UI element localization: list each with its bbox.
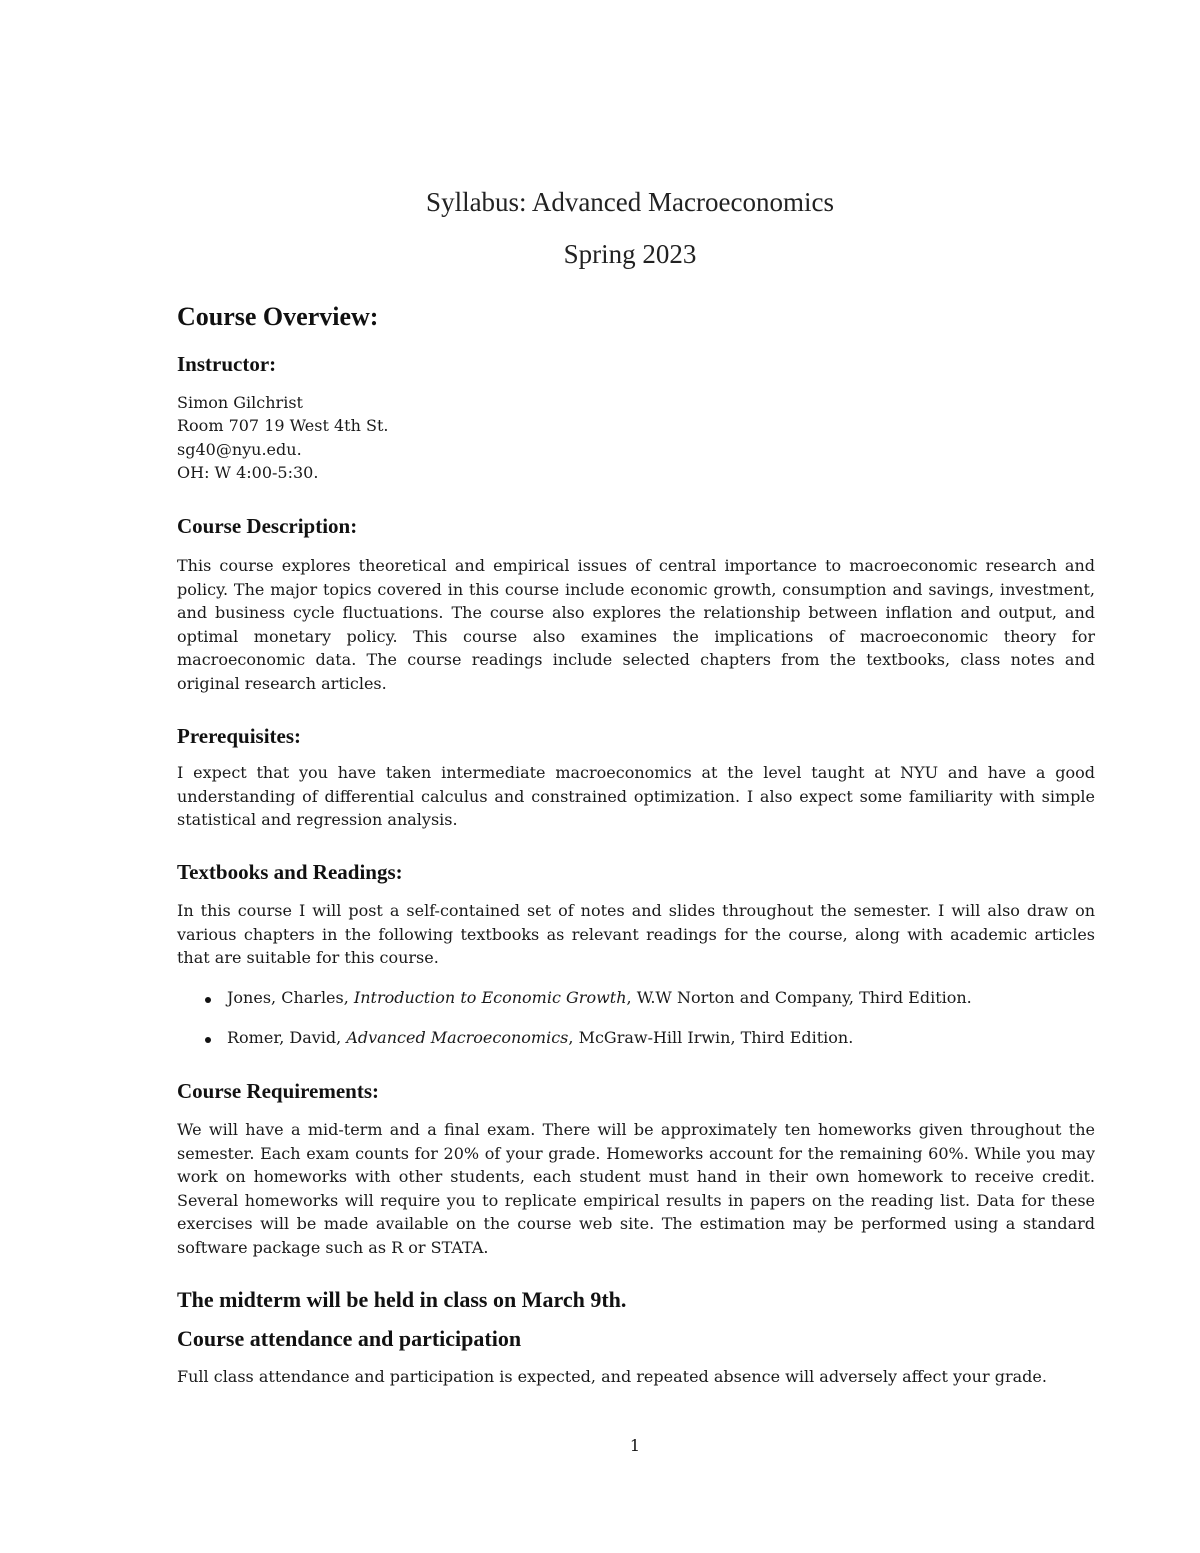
instructor-email: sg40@nyu.edu. xyxy=(177,440,302,459)
textbook-item: Romer, David, Advanced Macroeconomics, McGraw-Hill Irwin, Third Edition. xyxy=(207,1028,833,1047)
requirements-heading: Course Requirements: xyxy=(177,1079,380,1103)
textbooks-text: In this course I will post a self-contained set of notes and slides throughout the semester. I will also draw on various chapters in the following textbooks as relevant readings for the course, along with academic articles that are suitable for this course. xyxy=(177,901,1095,967)
bullet-icon xyxy=(205,997,211,1003)
page-number: 1 xyxy=(629,1436,641,1455)
prerequisites-text: I expect that you have taken intermediate macroeconomics at the level taught at NYU and have a good understanding of differential calculus and constrained optimization. I also expect some familiarity with simple statistical and regression analysis. xyxy=(177,763,1095,829)
midterm-heading: The midterm will be held in class on March 9th. xyxy=(177,1287,627,1312)
textbooks-heading: Textbooks and Readings: xyxy=(177,860,403,884)
document-term: Spring 2023 xyxy=(563,239,697,269)
document-title: Syllabus: Advanced Macroeconomics xyxy=(426,187,834,217)
attendance-text: Full class attendance and participation is expected, and repeated absence will adversely affect your grade. xyxy=(177,1367,1047,1386)
description-text: This course explores theoretical and empirical issues of central importance to macroeconomic research and policy. The major topics covered in this course include economic growth, consumption and savings, investment, and business cycle fluctuations. The course also explores the relationship between inflation and output, and optimal monetary policy. This course also examines the implications of macroeconomic theory for macroeconomic data. The course readings include selected chapters from the textbooks, class notes and original research articles. xyxy=(177,556,1095,693)
requirements-text: We will have a mid-term and a final exam. There will be approximately ten homeworks given throughout the semester. Each exam counts for 20% of your grade. Homeworks account for the remaining 60%. While you may work on homeworks with other students, each student must hand in their own homework to receive credit. Several homeworks will require you to replicate empirical results in papers on the reading list. Data for these exercises will be made available on the course web site. The estimation may be performed using a standard software package such as R or STATA. xyxy=(177,1120,1095,1257)
bullet-icon xyxy=(205,1037,211,1043)
description-heading: Course Description: xyxy=(177,514,358,538)
instructor-room: Room 707 19 West 4th St. xyxy=(177,416,389,435)
textbook-item: Jones, Charles, Introduction to Economic Growth, W.W Norton and Company, Third Edition. xyxy=(207,988,952,1007)
attendance-heading: Course attendance and participation xyxy=(177,1326,522,1351)
instructor-name: Simon Gilchrist xyxy=(177,393,303,412)
instructor-heading: Instructor: xyxy=(177,352,277,376)
instructor-office-hours: OH: W 4:00-5:30. xyxy=(177,463,319,482)
prerequisites-heading: Prerequisites: xyxy=(177,724,302,748)
overview-heading: Course Overview: xyxy=(177,302,379,331)
